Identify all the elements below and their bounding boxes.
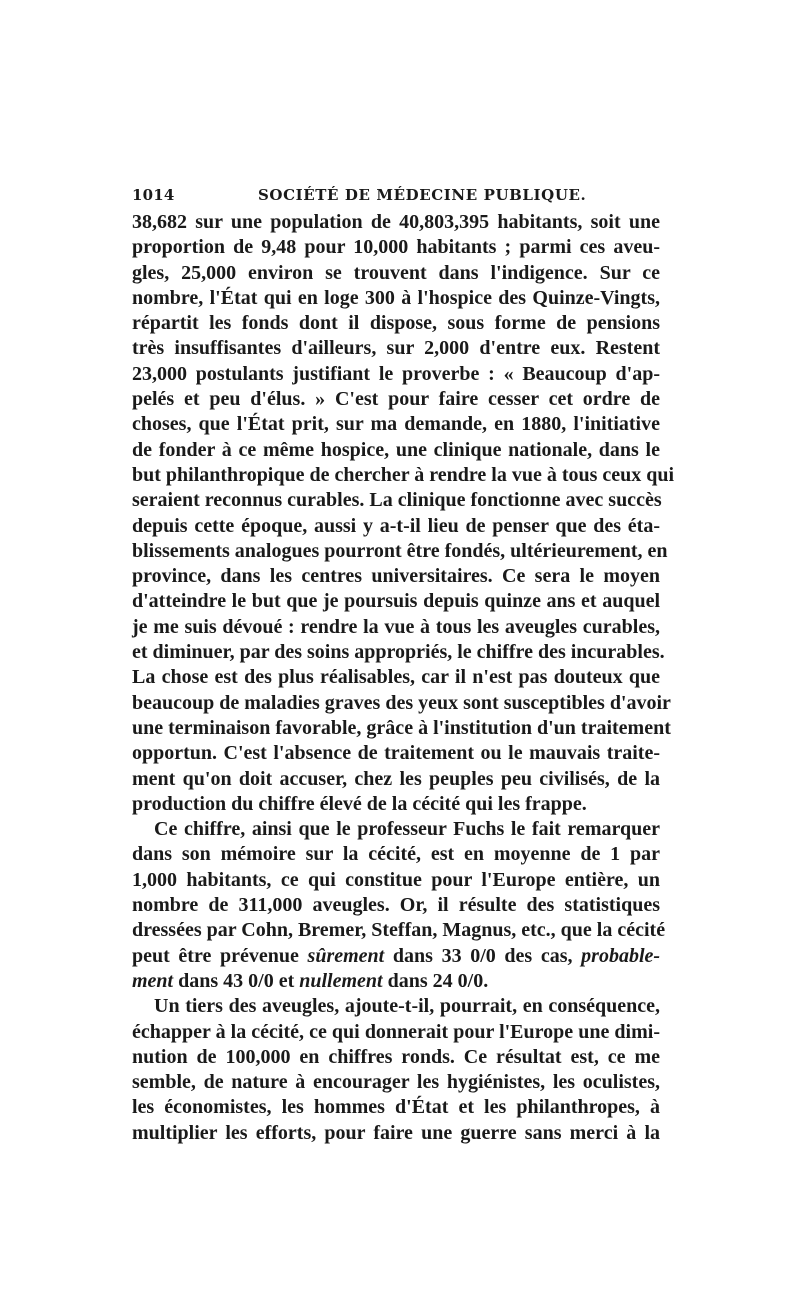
text-line: dans son mémoire sur la cécité, est en moyenne de 1 par <box>132 843 660 866</box>
running-head <box>132 182 660 212</box>
text-line-mixed <box>132 944 660 969</box>
text-run: peut être prévenue <box>132 944 299 967</box>
text-line: et diminuer, par des soins appropriés, le chiffre des incurables. <box>132 641 665 664</box>
text-line: ment qu'on doit accuser, chez les peuples peu civilisés, de la <box>132 767 660 790</box>
text-line: gles, 25,000 environ se trouvent dans l'indigence. Sur ce <box>132 261 660 284</box>
italic-run: nullement <box>299 969 383 992</box>
page-number: 1014 <box>132 186 175 204</box>
text-line: Ce chiffre, ainsi que le professeur Fuchs le fait remarquer <box>154 818 660 841</box>
text-line: je me suis dévoué : rendre la vue à tous les aveugles curables, <box>132 615 660 638</box>
text-line: seraient reconnus curables. La clinique fonctionne avec succès <box>132 489 662 512</box>
running-title: SOCIÉTÉ DE MÉDECINE PUBLIQUE. <box>258 186 587 204</box>
text-line: multiplier les efforts, pour faire une guerre sans merci à la <box>132 1121 660 1144</box>
italic-run: probable- <box>581 944 661 967</box>
text-line: province, dans les centres universitaires. Ce sera le moyen <box>132 565 660 588</box>
text-line: production du chiffre élevé de la cécité qui les frappe. <box>132 792 587 815</box>
italic-run: ment <box>132 969 174 992</box>
text-line: de fonder à ce même hospice, une clinique nationale, dans le <box>132 438 660 461</box>
text-line: pelés et peu d'élus. » C'est pour faire cesser cet ordre de <box>132 388 660 411</box>
text-line: très insuffisantes d'ailleurs, sur 2,000 d'entre eux. Restent <box>132 337 660 360</box>
text-line: beaucoup de maladies graves des yeux sont susceptibles d'avoir <box>132 691 671 714</box>
text-line: dressées par Cohn, Bremer, Steffan, Magnus, etc., que la cécité <box>132 919 666 942</box>
text-line: répartit les fonds dont il dispose, sous forme de pensions <box>132 312 660 335</box>
text-line: choses, que l'État prit, sur ma demande, en 1880, l'initiative <box>132 413 660 436</box>
text-line: une terminaison favorable, grâce à l'institution d'un traitement <box>132 716 671 739</box>
text-line: d'atteindre le but que je poursuis depuis quinze ans et auquel <box>132 590 660 613</box>
text-line: 23,000 postulants justifiant le proverbe : « Beaucoup d'ap- <box>132 362 660 385</box>
text-run: dans 43 0/0 et <box>178 969 295 992</box>
text-line: 1,000 habitants, ce qui constitue pour l'Europe entière, un <box>132 868 660 891</box>
text-line: nombre, l'État qui en loge 300 à l'hospice des Quinze-Vingts, <box>132 286 660 309</box>
text-line: proportion de 9,48 pour 10,000 habitants ; parmi ces aveu- <box>132 236 660 259</box>
text-line: nution de 100,000 en chiffres ronds. Ce résultat est, ce me <box>132 1045 660 1068</box>
body-text <box>132 210 675 1146</box>
text-line: 38,682 sur une population de 40,803,395 habitants, soit une <box>132 211 660 233</box>
text-line: semble, de nature à encourager les hygiénistes, les oculistes, <box>132 1071 660 1094</box>
text-line: La chose est des plus réalisables, car il n'est pas douteux que <box>132 666 660 689</box>
text-line: nombre de 311,000 aveugles. Or, il résulte des statistiques <box>132 894 660 917</box>
text-line: depuis cette époque, aussi y a-t-il lieu de penser que des éta- <box>132 514 660 537</box>
text-line: Un tiers des aveugles, ajoute-t-il, pourrait, en conséquence, <box>154 995 660 1018</box>
text-line: blissements analogues pourront être fondés, ultérieurement, en <box>132 539 668 562</box>
italic-run: sûrement <box>307 944 385 967</box>
text-run: dans 33 0/0 des cas, <box>392 944 573 967</box>
text-line-mixed <box>132 969 660 994</box>
text-line: échapper à la cécité, ce qui donnerait pour l'Europe une dimi- <box>132 1020 660 1043</box>
text-run: dans 24 0/0. <box>387 969 489 992</box>
text-line: les économistes, les hommes d'État et les philanthropes, à <box>132 1096 660 1119</box>
text-line: but philanthropique de chercher à rendre la vue à tous ceux qui <box>132 463 675 486</box>
text-line: opportun. C'est l'absence de traitement ou le mauvais traite- <box>132 742 660 765</box>
